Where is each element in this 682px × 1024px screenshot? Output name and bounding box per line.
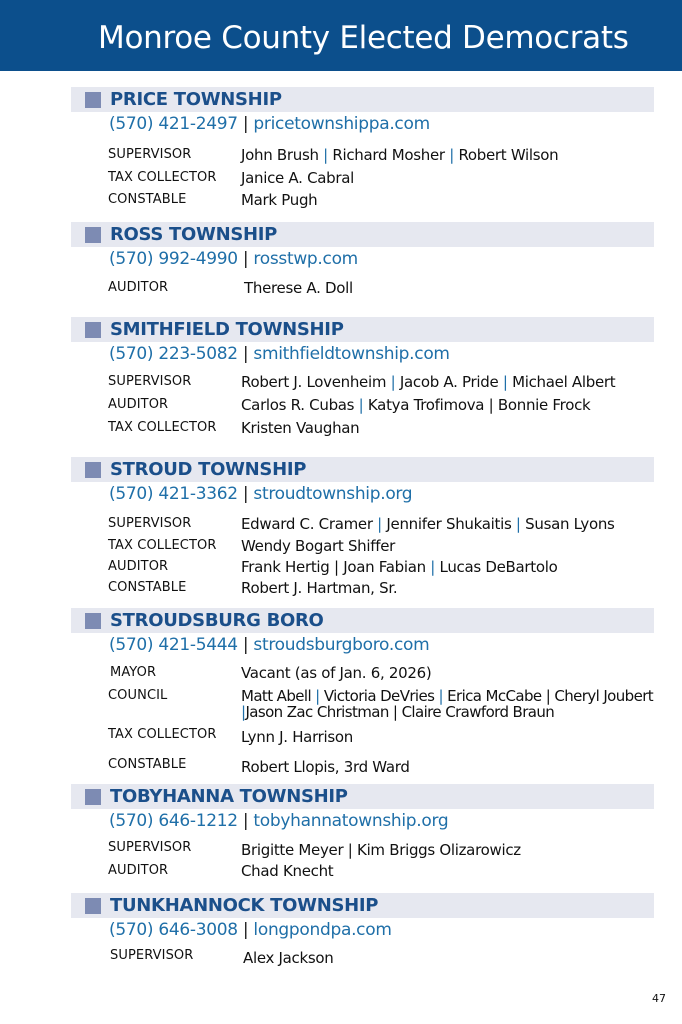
official-names bbox=[241, 191, 317, 209]
office-title: SUPERVISOR bbox=[108, 147, 192, 162]
official-name: Richard Mosher bbox=[332, 146, 445, 164]
section-header bbox=[71, 317, 654, 342]
square-bullet-icon bbox=[85, 462, 101, 478]
office-title: SUPERVISOR bbox=[108, 374, 192, 389]
office-title: TAX COLLECTOR bbox=[108, 727, 217, 742]
section-header bbox=[71, 608, 654, 633]
section-contact: (570) 223-5082 | smithfieldtownship.com bbox=[109, 344, 450, 364]
phone-number: (570) 421-3362 bbox=[109, 484, 238, 504]
section-header bbox=[71, 893, 654, 918]
phone-number: (570) 421-2497 bbox=[109, 114, 238, 134]
section-title: STROUDSBURG BORO bbox=[110, 610, 324, 631]
section-contact: (570) 421-3362 | stroudtownship.org bbox=[109, 484, 413, 504]
official-name: Chad Knecht bbox=[241, 862, 334, 880]
square-bullet-icon bbox=[85, 322, 101, 338]
section-header bbox=[71, 457, 654, 482]
section-title: SMITHFIELD TOWNSHIP bbox=[110, 319, 344, 340]
website-link[interactable]: smithfieldtownship.com bbox=[253, 344, 450, 364]
office-title: CONSTABLE bbox=[108, 757, 187, 772]
phone-number: (570) 992-4990 bbox=[109, 249, 238, 269]
website-link[interactable]: longpondpa.com bbox=[253, 920, 392, 940]
section-contact: (570) 421-2497 | pricetownshippa.com bbox=[109, 114, 430, 134]
official-names: Edward C. Cramer | Jennifer Shukaitis | Susan Lyons bbox=[241, 515, 615, 533]
square-bullet-icon bbox=[85, 92, 101, 108]
section-contact: (570) 992-4990 | rosstwp.com bbox=[109, 249, 358, 269]
office-title: SUPERVISOR bbox=[108, 516, 192, 531]
office-title: AUDITOR bbox=[108, 863, 169, 878]
section-title: TOBYHANNA TOWNSHIP bbox=[110, 786, 348, 807]
official-name: Robert J. Lovenheim bbox=[241, 373, 387, 391]
official-name: Michael Albert bbox=[512, 373, 616, 391]
official-name: Carlos R. Cubas bbox=[241, 396, 355, 414]
office-title: AUDITOR bbox=[108, 280, 169, 295]
office-title: COUNCIL bbox=[108, 688, 168, 703]
official-names bbox=[241, 728, 353, 746]
official-names-line-2: |Jason Zac Christman | Claire Crawford Braun bbox=[241, 703, 555, 721]
header-banner bbox=[0, 0, 682, 71]
phone-number: (570) 646-3008 bbox=[109, 920, 238, 940]
section-title: ROSS TOWNSHIP bbox=[110, 224, 278, 245]
official-name: Therese A. Doll bbox=[244, 279, 353, 297]
section-title: STROUD TOWNSHIP bbox=[110, 459, 307, 480]
office-title: TAX COLLECTOR bbox=[108, 538, 217, 553]
official-names bbox=[243, 949, 334, 967]
website-link[interactable]: pricetownshippa.com bbox=[253, 114, 430, 134]
section-contact: (570) 421-5444 | stroudsburgboro.com bbox=[109, 635, 430, 655]
square-bullet-icon bbox=[85, 789, 101, 805]
official-names bbox=[241, 862, 333, 880]
official-name: Jacob A. Pride bbox=[399, 373, 499, 391]
section-contact: (570) 646-1212 | tobyhannatownship.org bbox=[109, 811, 449, 831]
square-bullet-icon bbox=[85, 613, 101, 629]
official-name: Cheryl Joubert bbox=[554, 687, 654, 705]
official-names: John Brush | Richard Mosher | Robert Wilson bbox=[241, 146, 559, 164]
office-title: TAX COLLECTOR bbox=[108, 170, 217, 185]
page-title: Monroe County Elected Democrats bbox=[98, 20, 629, 56]
official-names bbox=[241, 579, 397, 597]
official-name: Kristen Vaughan bbox=[241, 419, 360, 437]
official-names bbox=[241, 537, 395, 555]
official-name: Robert Wilson bbox=[458, 146, 559, 164]
official-name: Erica McCabe bbox=[447, 687, 542, 705]
official-name: Wendy Bogart Shiffer bbox=[241, 537, 396, 555]
section-title: PRICE TOWNSHIP bbox=[110, 89, 282, 110]
official-names bbox=[241, 664, 431, 682]
office-title: MAYOR bbox=[110, 665, 157, 680]
official-names: Frank Hertig | Joan Fabian | Lucas DeBartolo bbox=[241, 558, 558, 576]
page-number: 47 bbox=[652, 992, 666, 1005]
official-names bbox=[241, 419, 359, 437]
official-names bbox=[244, 279, 353, 297]
official-names: Matt Abell | Victoria DeVries | Erica McCabe | Cheryl Joubert bbox=[241, 687, 654, 705]
official-name: Victoria DeVries bbox=[323, 687, 435, 705]
phone-number: (570) 646-1212 bbox=[109, 811, 238, 831]
official-names bbox=[241, 169, 354, 187]
official-name: Brigitte Meyer bbox=[241, 841, 344, 859]
official-name: Janice A. Cabral bbox=[241, 169, 354, 187]
office-title: SUPERVISOR bbox=[110, 948, 194, 963]
office-title: CONSTABLE bbox=[108, 580, 187, 595]
official-names: Carlos R. Cubas | Katya Trofimova | Bonnie Frock bbox=[241, 396, 591, 414]
section-title: TUNKHANNOCK TOWNSHIP bbox=[110, 895, 379, 916]
website-link[interactable]: rosstwp.com bbox=[253, 249, 358, 269]
section-header bbox=[71, 222, 654, 247]
official-name: Joan Fabian bbox=[343, 558, 426, 576]
official-name: Frank Hertig bbox=[241, 558, 330, 576]
official-name: Susan Lyons bbox=[525, 515, 615, 533]
official-name: Lynn J. Harrison bbox=[241, 728, 354, 746]
official-name: Jennifer Shukaitis bbox=[386, 515, 512, 533]
website-link[interactable]: stroudtownship.org bbox=[253, 484, 413, 504]
official-name: Mark Pugh bbox=[241, 191, 318, 209]
office-title: SUPERVISOR bbox=[108, 840, 192, 855]
office-title: CONSTABLE bbox=[108, 192, 187, 207]
phone-number: (570) 223-5082 bbox=[109, 344, 238, 364]
square-bullet-icon bbox=[85, 227, 101, 243]
official-name: Robert J. Hartman, Sr. bbox=[241, 579, 398, 597]
square-bullet-icon bbox=[85, 898, 101, 914]
phone-number: (570) 421-5444 bbox=[109, 635, 238, 655]
official-name: Lucas DeBartolo bbox=[439, 558, 558, 576]
website-link[interactable]: stroudsburgboro.com bbox=[253, 635, 430, 655]
section-header bbox=[71, 87, 654, 112]
office-title: AUDITOR bbox=[108, 559, 169, 574]
official-names bbox=[241, 758, 410, 776]
official-names: Robert J. Lovenheim | Jacob A. Pride | Michael Albert bbox=[241, 373, 616, 391]
website-link[interactable]: tobyhannatownship.org bbox=[253, 811, 449, 831]
official-name: Vacant (as of Jan. 6, 2026) bbox=[241, 664, 432, 682]
section-header bbox=[71, 784, 654, 809]
office-title: TAX COLLECTOR bbox=[108, 420, 217, 435]
official-name: Kim Briggs Olizarowicz bbox=[357, 841, 521, 859]
official-name: John Brush bbox=[241, 146, 319, 164]
section-contact: (570) 646-3008 | longpondpa.com bbox=[109, 920, 392, 940]
official-name: Alex Jackson bbox=[243, 949, 334, 967]
official-name: Matt Abell bbox=[241, 687, 312, 705]
official-name: Bonnie Frock bbox=[497, 396, 591, 414]
office-title: AUDITOR bbox=[108, 397, 169, 412]
official-name: Robert Llopis, 3rd Ward bbox=[241, 758, 410, 776]
official-name: Claire Crawford Braun bbox=[401, 703, 555, 721]
official-name: Edward C. Cramer bbox=[241, 515, 373, 533]
official-names: Brigitte Meyer | Kim Briggs Olizarowicz bbox=[241, 841, 521, 859]
official-name: Jason Zac Christman bbox=[245, 703, 389, 721]
official-name: Katya Trofimova bbox=[367, 396, 485, 414]
